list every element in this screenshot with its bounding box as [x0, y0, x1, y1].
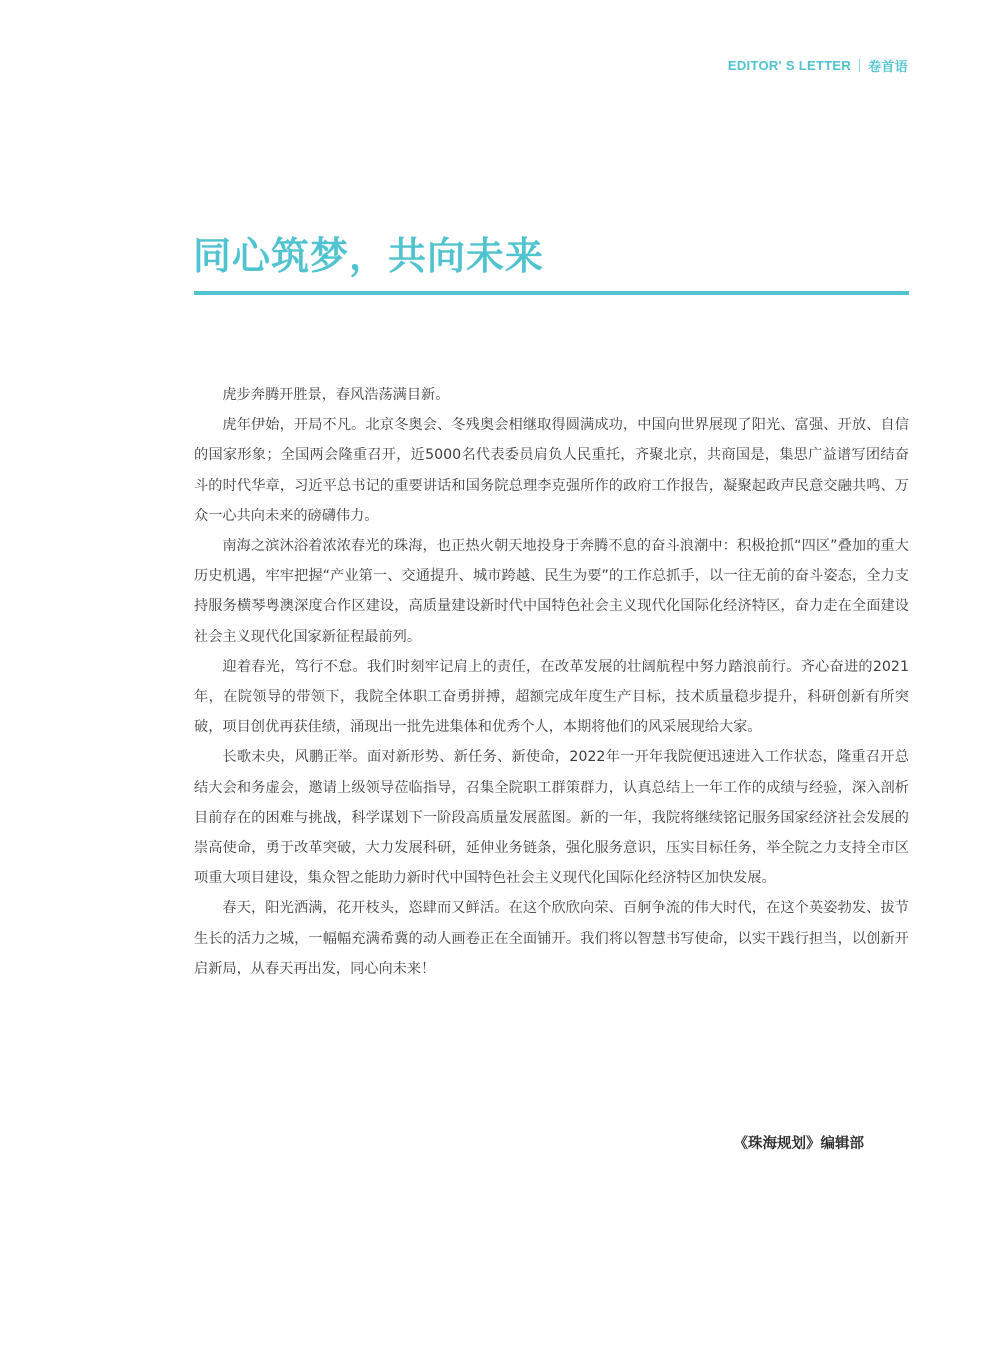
section-header: [728, 56, 908, 75]
paragraph: 南海之滨沐浴着浓浓春光的珠海，也正热火朝天地投身于奔腾不息的奋斗浪潮中：积极抢抓“四区”叠加的重大历史机遇，牢牢把握“产业第一、交通提升、城市跨越、民生为要”的工作总抓手，以一往无前的奋斗姿态，全力支持服务横琴粤澳深度合作区建设，高质量建设新时代中国特色社会主义现代化国际化经济特区，奋力走在全面建设社会主义现代化国家新征程最前列。: [194, 538, 909, 645]
paragraph: 虎步奔腾开胜景，春风浩荡满目新。: [222, 387, 450, 403]
paragraph: 长歌未央，风鹏正举。面对新形势、新任务、新使命，2022年一开年我院便迅速进入工作状态，隆重召开总结大会和务虚会，邀请上级领导莅临指导，召集全院职工群策群力，认真总结上一年工作的成绩与经验，深入剖析目前存在的困难与挑战，科学谋划下一阶段高质量发展蓝图。新的一年，我院将继续铭记服务国家经济社会发展的崇高使命，勇于改革突破，大力发展科研，延伸业务链条，强化服务意识，压实目标任务，举全院之力支持全市区项重大项目建设，集众智之能助力新时代中国特色社会主义现代化国际化经济特区加快发展。: [194, 749, 909, 887]
signature: 《珠海规划》编辑部: [733, 1136, 864, 1152]
paragraph: 迎着春光，笃行不怠。我们时刻牢记肩上的责任，在改革发展的壮阔航程中努力踏浪前行。齐心奋进的2021年，在院领导的带领下，我院全体职工奋勇拼搏，超额完成年度生产目标，技术质量稳步提升，科研创新有所突破，项目创优再获佳绩，涌现出一批先进集体和优秀个人，本期将他们的风采展现给大家。: [194, 658, 909, 736]
paragraph: 春天，阳光洒满，花开枝头，恣肆而又鲜活。在这个欣欣向荣、百舸争流的伟大时代，在这个英姿勃发、拔节生长的活力之城，一幅幅充满希冀的动人画卷正在全面铺开。我们将以智慧书写使命，以实干践行担当，以创新开启新局，从春天再出发，同心向未来！: [194, 900, 909, 977]
article-body: [194, 380, 909, 984]
section-label-en: EDITOR' S LETTER: [727, 58, 852, 73]
page-title: 同心筑梦，共向未来: [193, 234, 545, 278]
title-underline: [194, 291, 909, 295]
section-divider: [859, 59, 860, 72]
section-label-zh: 卷首语: [868, 59, 908, 74]
paragraph: 虎年伊始，开局不凡。北京冬奥会、冬残奥会相继取得圆满成功，中国向世界展现了阳光、富强、开放、自信的国家形象；全国两会隆重召开，近5000名代表委员肩负人民重托，齐聚北京，共商国是，集思广益谱写团结奋斗的时代华章，习近平总书记的重要讲话和国务院总理李克强所作的政府工作报告，凝聚起政声民意交融共鸣、万众一心共向未来的磅礴伟力。: [194, 417, 909, 524]
